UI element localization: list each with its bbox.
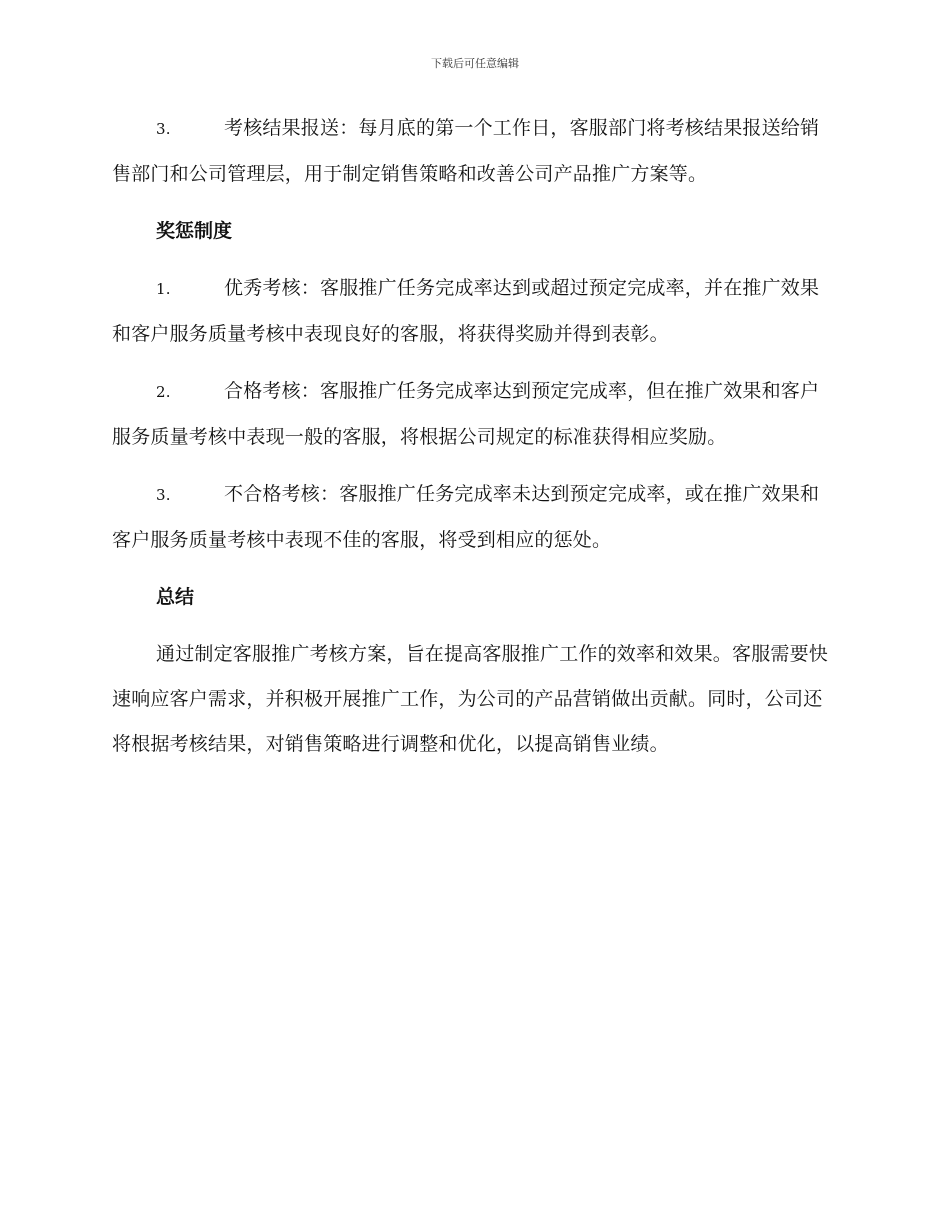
document-body <box>112 106 834 767</box>
page-header-note: 下载后可任意编辑 <box>431 57 519 70</box>
rewards-item-1 <box>112 266 834 357</box>
list-item-text: 不合格考核：客服推广任务完成率未达到预定完成率，或在推广效果和客户服务质量考核中表现不佳的客服，将受到相应的惩处。 <box>112 483 820 551</box>
rewards-item-2 <box>112 369 834 460</box>
section-heading-summary: 总结 <box>156 586 195 608</box>
list-item-text: 合格考核：客服推广任务完成率达到预定完成率，但在推广效果和客户服务质量考核中表现一般的客服，将根据公司规定的标准获得相应奖励。 <box>112 380 820 448</box>
list-item-text: 考核结果报送：每月底的第一个工作日，客服部门将考核结果报送给销售部门和公司管理层，用于制定销售策略和改善公司产品推广方案等。 <box>112 117 820 185</box>
report-item-3 <box>112 106 834 197</box>
list-number: 2. <box>156 383 171 401</box>
rewards-item-3 <box>112 472 834 563</box>
section-heading-rewards: 奖惩制度 <box>156 220 233 242</box>
list-number: 3. <box>156 120 171 138</box>
list-item-text: 优秀考核：客服推广任务完成率达到或超过预定完成率，并在推广效果和客户服务质量考核中表现良好的客服，将获得奖励并得到表彰。 <box>112 277 820 345</box>
list-number: 1. <box>156 280 171 298</box>
summary-paragraph: 通过制定客服推广考核方案，旨在提高客服推广工作的效率和效果。客服需要快速响应客户需求，并积极开展推广工作，为公司的产品营销做出贡献。同时，公司还将根据考核结果，对销售策略进行调整和优化，以提高销售业绩。 <box>112 643 829 755</box>
list-number: 3. <box>156 486 171 504</box>
